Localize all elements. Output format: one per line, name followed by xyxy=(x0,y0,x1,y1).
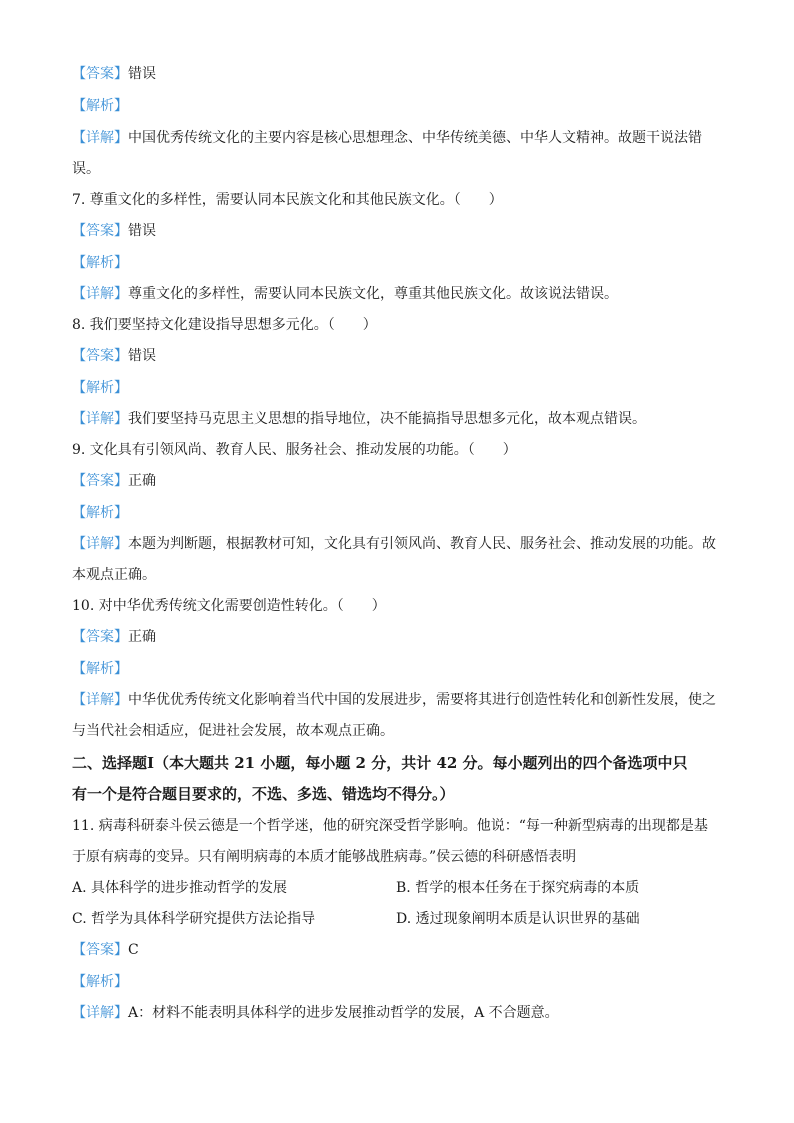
detail-text: 尊重文化的多样性，需要认同本民族文化，尊重其他民族文化。故该说法错误。 xyxy=(128,286,618,302)
analysis-tag: 【解析】 xyxy=(72,98,128,114)
analysis-tag: 【解析】 xyxy=(72,661,128,677)
detail-text: A：材料不能表明具体科学的进步发展推动哲学的发展，A 不合题意。 xyxy=(128,1005,559,1021)
section-heading-continued: 有一个是符合题目要求的，不选、多选、错选均不得分。） xyxy=(72,785,455,803)
answer-text: 错误 xyxy=(128,348,156,364)
detail-text: 我们要坚持马克思主义思想的指导地位，决不能搞指导思想多元化，故本观点错误。 xyxy=(128,411,646,427)
answer-line xyxy=(72,346,722,366)
answer-tag: 【答案】 xyxy=(72,223,128,239)
option-b: B. 哲学的根本任务在于探究病毒的本质 xyxy=(396,880,640,896)
detail-text: 误。 xyxy=(72,161,100,177)
question-11 xyxy=(72,816,722,836)
detail-line xyxy=(72,1003,722,1023)
answer-tag: 【答案】 xyxy=(72,66,128,82)
analysis-tag: 【解析】 xyxy=(72,505,128,521)
answer-line xyxy=(72,627,722,647)
answer-tag: 【答案】 xyxy=(72,629,128,645)
question-text: 8. 我们要坚持文化建设指导思想多元化。（ ） xyxy=(72,317,377,333)
answer-text: C xyxy=(128,942,139,958)
question-text: 9. 文化具有引领风尚、教育人民、服务社会、推动发展的功能。（ ） xyxy=(72,442,517,458)
answer-tag: 【答案】 xyxy=(72,473,128,489)
question-11-continued xyxy=(72,847,722,867)
analysis-tag: 【解析】 xyxy=(72,974,128,990)
section-heading: 二、选择题Ⅰ（本大题共 21 小题，每小题 2 分，共计 42 分。每小题列出的四个备选项中只 xyxy=(72,754,688,772)
detail-tag: 【详解】 xyxy=(72,286,128,302)
detail-tag: 【详解】 xyxy=(72,130,128,146)
analysis-line xyxy=(72,972,722,992)
detail-line xyxy=(72,409,722,429)
question-text: 10. 对中华优秀传统文化需要创造性转化。（ ） xyxy=(72,598,386,614)
answer-tag: 【答案】 xyxy=(72,942,128,958)
detail-text: 本观点正确。 xyxy=(72,567,156,583)
question-text: 于原有病毒的变异。只有阐明病毒的本质才能够战胜病毒。”侯云德的科研感悟表明 xyxy=(72,849,577,865)
detail-tag: 【详解】 xyxy=(72,1005,128,1021)
analysis-line xyxy=(72,378,722,398)
answer-line xyxy=(72,221,722,241)
analysis-line xyxy=(72,503,722,523)
analysis-tag: 【解析】 xyxy=(72,255,128,271)
answer-text: 错误 xyxy=(128,223,156,239)
detail-tag: 【详解】 xyxy=(72,411,128,427)
option-d: D. 透过现象阐明本质是认识世界的基础 xyxy=(396,911,640,927)
detail-line xyxy=(72,690,722,710)
detail-tag: 【详解】 xyxy=(72,692,128,708)
question-10 xyxy=(72,596,722,616)
detail-tag: 【详解】 xyxy=(72,536,128,552)
analysis-line xyxy=(72,96,722,116)
answer-text: 正确 xyxy=(128,629,156,645)
analysis-line xyxy=(72,253,722,273)
question-9 xyxy=(72,440,722,460)
option-a: A. 具体科学的进步推动哲学的发展 xyxy=(72,880,288,896)
detail-line-continued xyxy=(72,721,722,741)
detail-line xyxy=(72,534,722,554)
question-8 xyxy=(72,315,722,335)
detail-line xyxy=(72,284,722,304)
option-c: C. 哲学为具体科学研究提供方法论指导 xyxy=(72,911,316,927)
detail-line-continued xyxy=(72,159,722,179)
answer-text: 正确 xyxy=(128,473,156,489)
answer-line xyxy=(72,940,722,960)
question-7 xyxy=(72,190,722,210)
answer-text: 错误 xyxy=(128,66,156,82)
answer-tag: 【答案】 xyxy=(72,348,128,364)
detail-text: 中国优秀传统文化的主要内容是核心思想理念、中华传统美德、中华人文精神。故题干说法错 xyxy=(128,130,702,146)
question-text: 11. 病毒科研泰斗侯云德是一个哲学迷，他的研究深受哲学影响。他说：“每一种新型病毒的出现都是基 xyxy=(72,818,708,834)
analysis-line xyxy=(72,659,722,679)
detail-text: 本题为判断题，根据教材可知，文化具有引领风尚、教育人民、服务社会、推动发展的功能。故 xyxy=(128,536,716,552)
detail-line xyxy=(72,128,722,148)
detail-text: 与当代社会相适应，促进社会发展，故本观点正确。 xyxy=(72,723,394,739)
detail-text: 中华优优秀传统文化影响着当代中国的发展进步，需要将其进行创造性转化和创新性发展，使之 xyxy=(128,692,716,708)
question-text: 7. 尊重文化的多样性，需要认同本民族文化和其他民族文化。（ ） xyxy=(72,192,503,208)
answer-line xyxy=(72,64,722,84)
detail-line-continued xyxy=(72,565,722,585)
answer-line xyxy=(72,471,722,491)
analysis-tag: 【解析】 xyxy=(72,380,128,396)
